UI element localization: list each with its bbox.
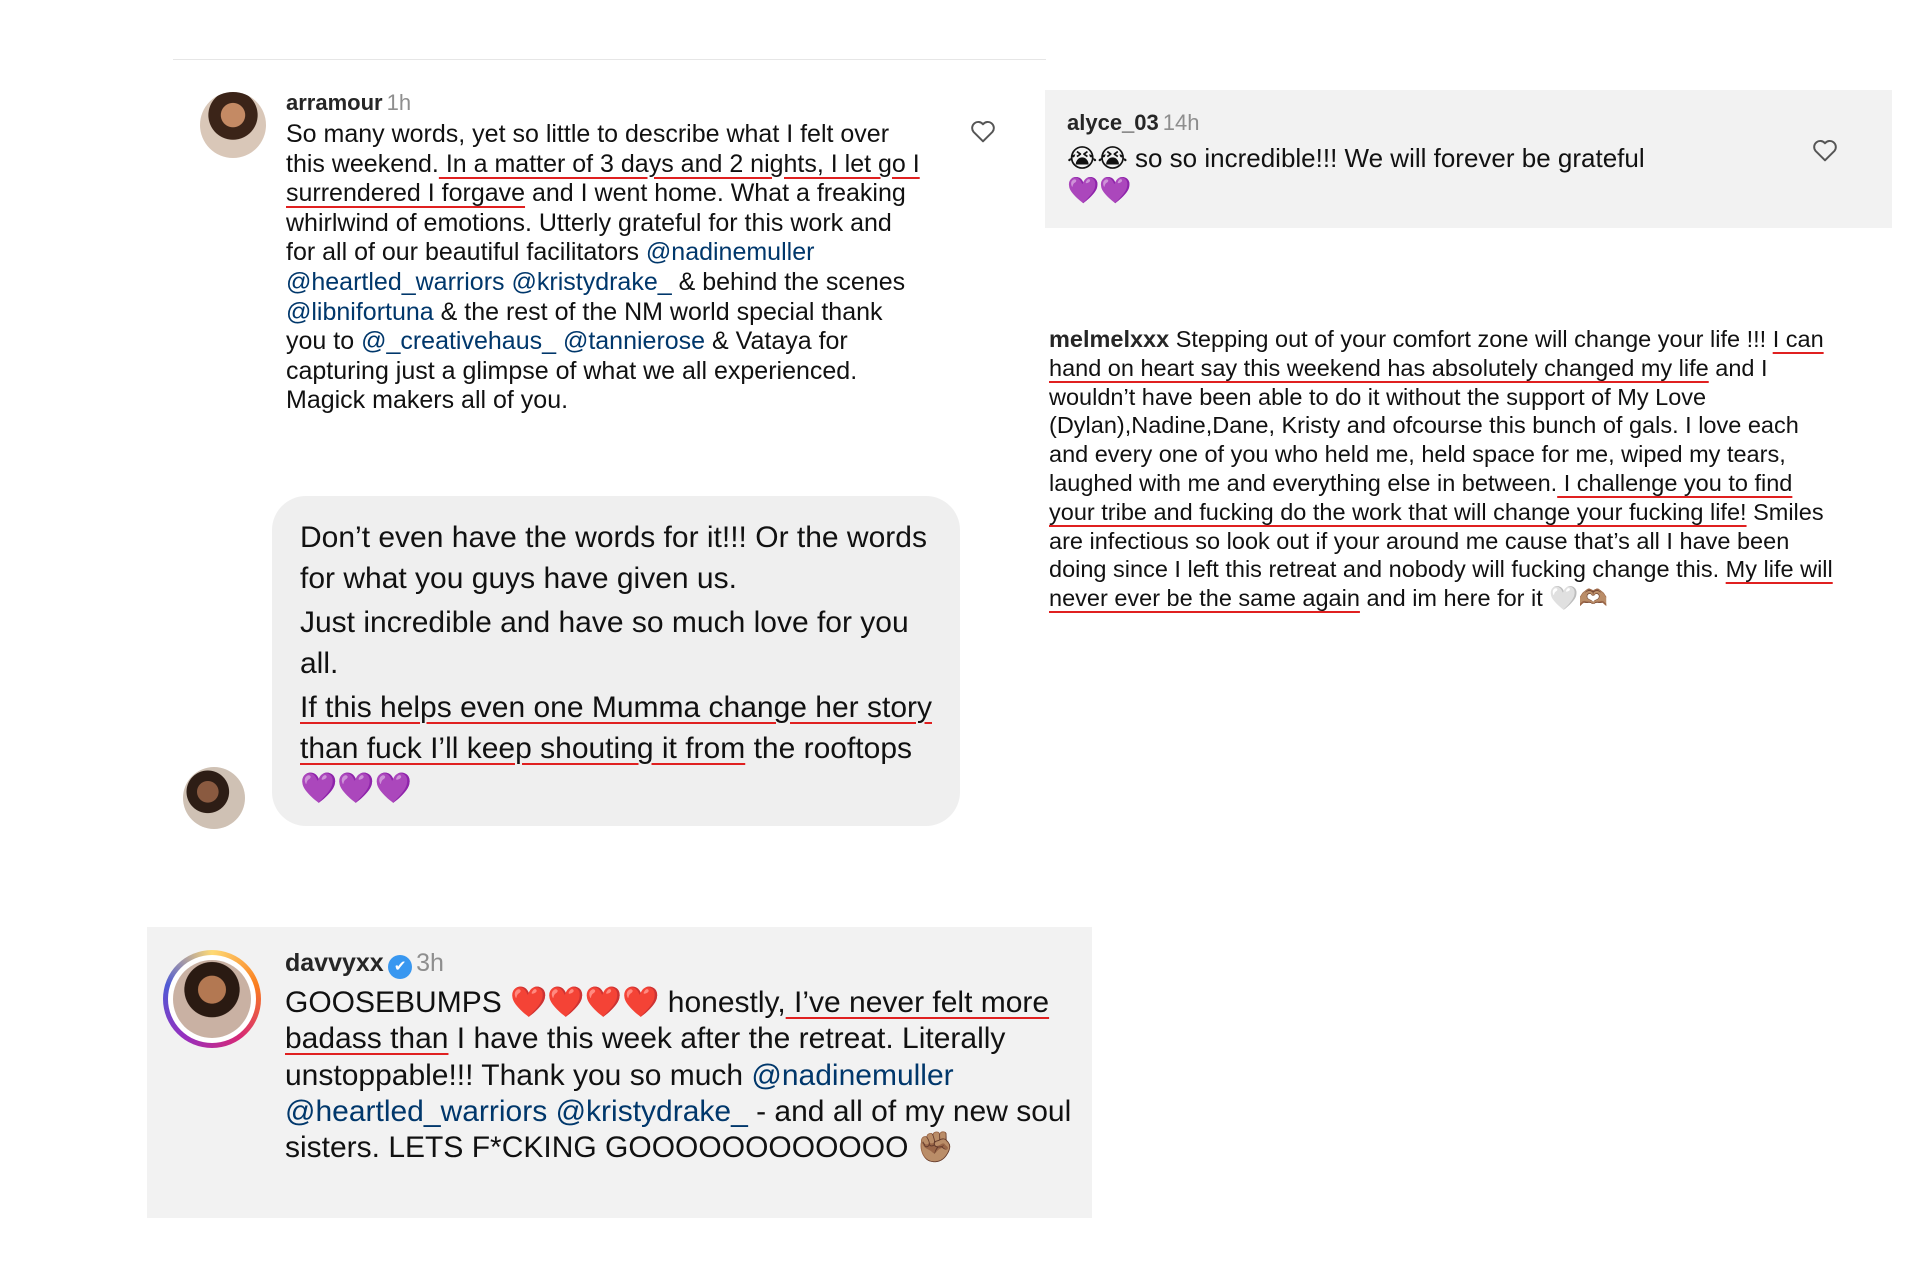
comment-text: GOOSEBUMPS ❤️❤️❤️❤️ honestly, I’ve never felt more badass than I have this week after the retreat. Literally unstoppable!!! Thank you so much @nadinemuller @heartled_warriors @kristydrake_ - and all of my new soul sisters. LETS F*CKING GOOOOOOOOOOOO ✊🏽 bbox=[285, 985, 1072, 1165]
username-alyce[interactable]: alyce_03 bbox=[1067, 110, 1159, 135]
red-heart-emoji: ❤️❤️❤️❤️ bbox=[510, 985, 660, 1019]
avatar-reply[interactable] bbox=[183, 767, 245, 829]
heart-outline-icon[interactable] bbox=[970, 119, 996, 143]
mention-link[interactable]: @tannierose bbox=[562, 327, 706, 356]
comment-text: melmelxxx Stepping out of your comfort zone will change your life !!! I can hand on heart say this weekend has absolutely changed my life and I wouldn’t have been able to do it without the support of My Love (Dylan),Nadine,Dane, Kristy and ofcourse this bunch of gals. I love each and every one of you who held me, held space for me, wiped my tears, laughed with me and everything else in between. I challenge you to find your tribe and fucking do the work that will change your fucking life! Smiles are infectious so look out if your around me cause that’s all I have been doing since I left this retreat and nobody will fucking change this. My life will never ever be the same again and im here for it 🤍🫶🏽 bbox=[1049, 326, 1833, 612]
mention-link[interactable]: @kristydrake_ bbox=[555, 1094, 748, 1128]
comment-alyce bbox=[1045, 90, 1892, 228]
mention-link[interactable]: @heartled_warriors bbox=[286, 267, 505, 296]
mention-link[interactable]: @nadinemuller bbox=[751, 1058, 954, 1092]
highlight-underline: I’ve never felt more badass than bbox=[285, 985, 1050, 1056]
highlight-underline: I can hand on heart say this weekend has absolutely changed my life bbox=[1049, 326, 1824, 381]
timestamp: 14h bbox=[1162, 110, 1200, 135]
highlight-underline: I challenge you to find your tribe and fucking do the work that will change your fucking life! bbox=[1049, 469, 1793, 525]
username-melmelxxx[interactable]: melmelxxx bbox=[1049, 326, 1170, 352]
avatar-story-ring[interactable] bbox=[163, 950, 261, 1048]
username-arramour[interactable]: arramour bbox=[286, 90, 383, 115]
mention-link[interactable]: @heartled_warriors bbox=[285, 1094, 548, 1128]
comment-davvyxx bbox=[147, 927, 1092, 1218]
highlight-underline: In a matter of 3 days and 2 nights, I let go I surrendered I forgave bbox=[286, 149, 920, 208]
timestamp: 1h bbox=[386, 90, 412, 115]
username-davvyxx[interactable]: davvyxx bbox=[285, 949, 384, 977]
mention-link[interactable]: @libnifortuna bbox=[286, 297, 434, 326]
highlight-underline: My life will never ever be the same again bbox=[1049, 556, 1833, 612]
purple-heart-emoji: 💜💜💜 bbox=[300, 772, 413, 805]
reply-bubble: Don’t even have the words for it!!! Or the words for what you guys have given us. Just incredible and have so much love for you all. If this helps even one Mumma change her story than fuck I’ll keep shouting it from the rooftops 💜💜💜 bbox=[272, 496, 960, 826]
comment-text: So many words, yet so little to describe what I felt over this weekend. In a matter of 3 days and 2 nights, I let go I surrendered I forgave and I went home. What a freaking whirlwind of emotions. Utterly grateful for this work and for all of our beautiful facilitators @nadinemuller @heartled_warriors @kristydrake_ & behind the scenes @libnifortuna & the rest of the NM world special thank you to @_creativehaus_ @tannierose & Vataya for capturing just a glimpse of what we all experienced. Magick makers all of you. bbox=[286, 120, 920, 415]
heart-outline-icon[interactable] bbox=[1812, 138, 1838, 162]
comment-melmelxxx bbox=[1049, 325, 1844, 613]
highlight-underline: If this helps even one Mumma change her story than fuck I’ll keep shouting it from bbox=[300, 691, 932, 765]
avatar-davvyxx bbox=[173, 960, 251, 1038]
purple-heart-emoji: 💜💜 bbox=[1067, 175, 1132, 205]
comment-arramour bbox=[286, 90, 926, 416]
top-divider bbox=[173, 59, 1046, 60]
verified-badge-icon: ✔ bbox=[388, 955, 412, 979]
mention-link[interactable]: @_creativehaus_ bbox=[361, 327, 556, 356]
crying-emoji: 😭😭 bbox=[1067, 143, 1128, 173]
mention-link[interactable]: @nadinemuller bbox=[645, 238, 815, 267]
comment-text: 😭😭 so so incredible!!! We will forever be grateful 💜💜 bbox=[1067, 143, 1645, 205]
mention-link[interactable]: @kristydrake_ bbox=[511, 267, 672, 296]
raised-fist-emoji: ✊🏽 bbox=[916, 1131, 955, 1165]
timestamp: 3h bbox=[416, 949, 444, 977]
avatar-arramour[interactable] bbox=[200, 92, 266, 158]
heart-hands-emoji: 🤍🫶🏽 bbox=[1549, 585, 1608, 612]
